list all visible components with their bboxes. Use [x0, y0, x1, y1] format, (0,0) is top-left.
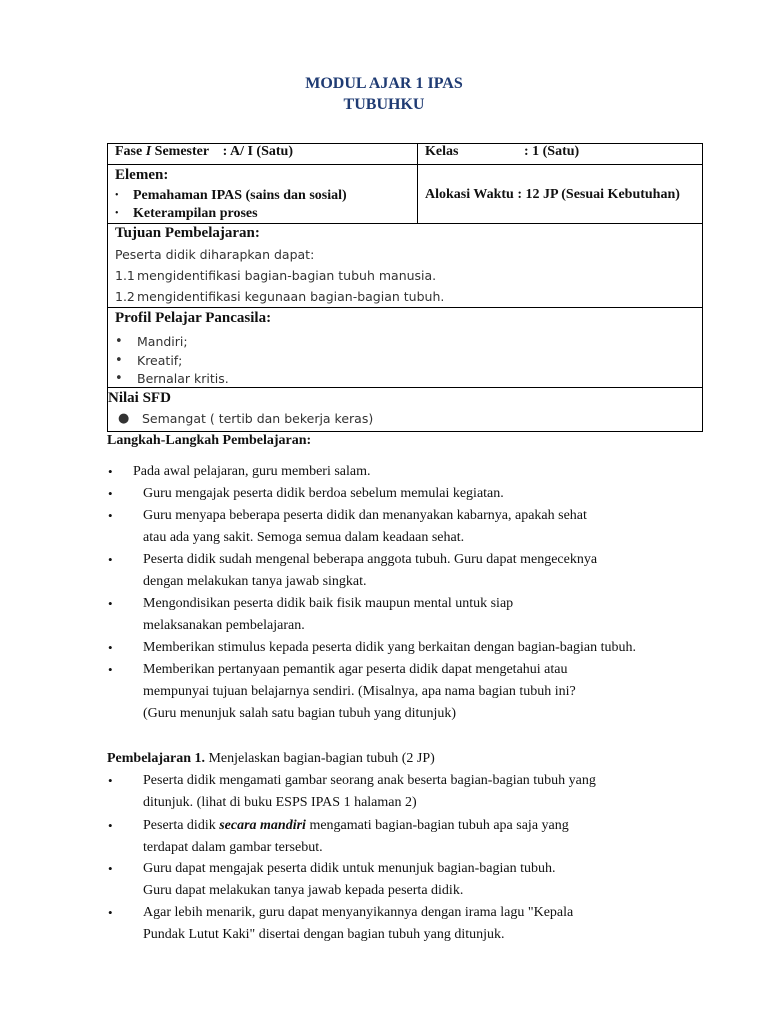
tujuan-label: Tujuan Pembelajaran:	[115, 225, 260, 241]
elemen-item: • Pemahaman IPAS (sains dan sosial)	[115, 188, 347, 203]
tujuan-cell	[108, 224, 703, 308]
bullet-icon: •	[115, 208, 119, 219]
kelas-label: Kelas	[425, 144, 459, 159]
fase-value: : A/ I (Satu)	[222, 144, 293, 159]
fase-label: Fase	[115, 144, 146, 159]
langkah-item: • Mengondisikan peserta didik baik fisik maupun mental untuk siap melaksanakan pembelajaran.	[107, 593, 707, 637]
langkah-item: • Pada awal pelajaran, guru memberi salam.	[107, 461, 707, 483]
nilai-label: Nilai SFD	[108, 390, 171, 406]
bullet-icon: •	[108, 773, 113, 788]
bullet-icon: •	[115, 190, 119, 201]
profil-item: • Mandiri;	[115, 334, 188, 349]
pembelajaran1-item: • Guru dapat mengajak peserta didik untuk menunjuk bagian-bagian tubuh. Guru dapat melakukan tanya jawab kepada peserta didik.	[107, 858, 707, 902]
alokasi-waktu: Alokasi Waktu : 12 JP (Sesuai Kebutuhan)	[425, 187, 680, 202]
bullet-icon: •	[108, 486, 113, 501]
fase-label-rest: Semester	[151, 144, 210, 159]
kelas-cell	[418, 144, 703, 165]
tujuan-item: 1.2 mengidentifikasi kegunaan bagian-bagian tubuh.	[115, 289, 445, 304]
bullet-icon: •	[108, 508, 113, 523]
langkah-item: • Peserta didik sudah mengenal beberapa anggota tubuh. Guru dapat mengeceknya dengan melakukan tanya jawab singkat.	[107, 549, 707, 593]
langkah-item: • Guru menyapa beberapa peserta didik dan menanyakan kabarnya, apakah sehat atau ada yang sakit. Semoga semua dalam keadaan sehat.	[107, 505, 707, 549]
bullet-icon: •	[108, 818, 113, 833]
bullet-icon: •	[108, 662, 113, 677]
bullet-icon: •	[108, 464, 113, 479]
alokasi-cell	[418, 165, 703, 224]
kelas-value: : 1 (Satu)	[523, 144, 580, 159]
bullet-icon: •	[108, 596, 113, 611]
nilai-item: ● Semangat ( tertib dan bekerja keras)	[108, 408, 702, 430]
bullet-icon: •	[115, 334, 123, 349]
langkah-item: • Memberikan stimulus kepada peserta didik yang berkaitan dengan bagian-bagian tubuh.	[107, 637, 707, 659]
bullet-icon: •	[115, 353, 123, 368]
pembelajaran1-text: Menjelaskan bagian-bagian tubuh (2 JP)	[208, 751, 435, 766]
profil-label: Profil Pelajar Pancasila:	[115, 310, 272, 326]
fase-cell	[108, 144, 418, 165]
pembelajaran1-heading	[107, 748, 435, 770]
pembelajaran1-item: • Peserta didik secara mandiri mengamati bagian-bagian tubuh apa saja yang terdapat dalam gambar tersebut.	[107, 815, 707, 859]
pembelajaran1-label: Pembelajaran 1.	[107, 751, 205, 766]
bullet-icon: •	[108, 905, 113, 920]
profil-item: • Bernalar kritis.	[115, 371, 229, 386]
pembelajaran1-item: • Peserta didik mengamati gambar seorang anak beserta bagian-bagian tubuh yang ditunjuk. (lihat di buku ESPS IPAS 1 halaman 2)	[107, 770, 707, 814]
tujuan-intro: Peserta didik diharapkan dapat:	[115, 247, 315, 262]
emphasis-text: secara mandiri	[219, 818, 306, 833]
pembelajaran1-item: • Agar lebih menarik, guru dapat menyanyikannya dengan irama lagu "Kepala Pundak Lutut Kaki" disertai dengan bagian tubuh yang ditunjuk.	[107, 902, 707, 946]
bullet-icon: •	[108, 552, 113, 567]
elemen-item: • Keterampilan proses	[115, 206, 258, 221]
nilai-cell	[108, 388, 703, 432]
fase-italic: I	[145, 144, 152, 159]
document-subtitle: TUBUHKU	[343, 96, 425, 113]
langkah-item: • Memberikan pertanyaan pemantik agar peserta didik dapat mengetahui atau mempunyai tujuan belajarnya sendiri. (Misalnya, apa nama bagian tubuh ini? (Guru menunjuk salah satu bagian tubuh yang ditunjuk)	[107, 659, 707, 725]
bullet-icon: •	[115, 371, 123, 386]
bullet-icon: •	[108, 861, 113, 876]
document-title: MODUL AJAR 1 IPAS	[305, 75, 463, 92]
module-info-table	[107, 143, 703, 432]
langkah-item: • Guru mengajak peserta didik berdoa sebelum memulai kegiatan.	[107, 483, 707, 505]
bullet-icon: ●	[118, 411, 130, 426]
elemen-cell	[108, 165, 418, 224]
elemen-label: Elemen:	[115, 167, 169, 183]
tujuan-item: 1.1 mengidentifikasi bagian-bagian tubuh manusia.	[115, 268, 437, 283]
profil-item: • Kreatif;	[115, 353, 183, 368]
profil-cell	[108, 308, 703, 388]
langkah-heading: Langkah-Langkah Pembelajaran:	[107, 433, 312, 448]
bullet-icon: •	[108, 640, 113, 655]
